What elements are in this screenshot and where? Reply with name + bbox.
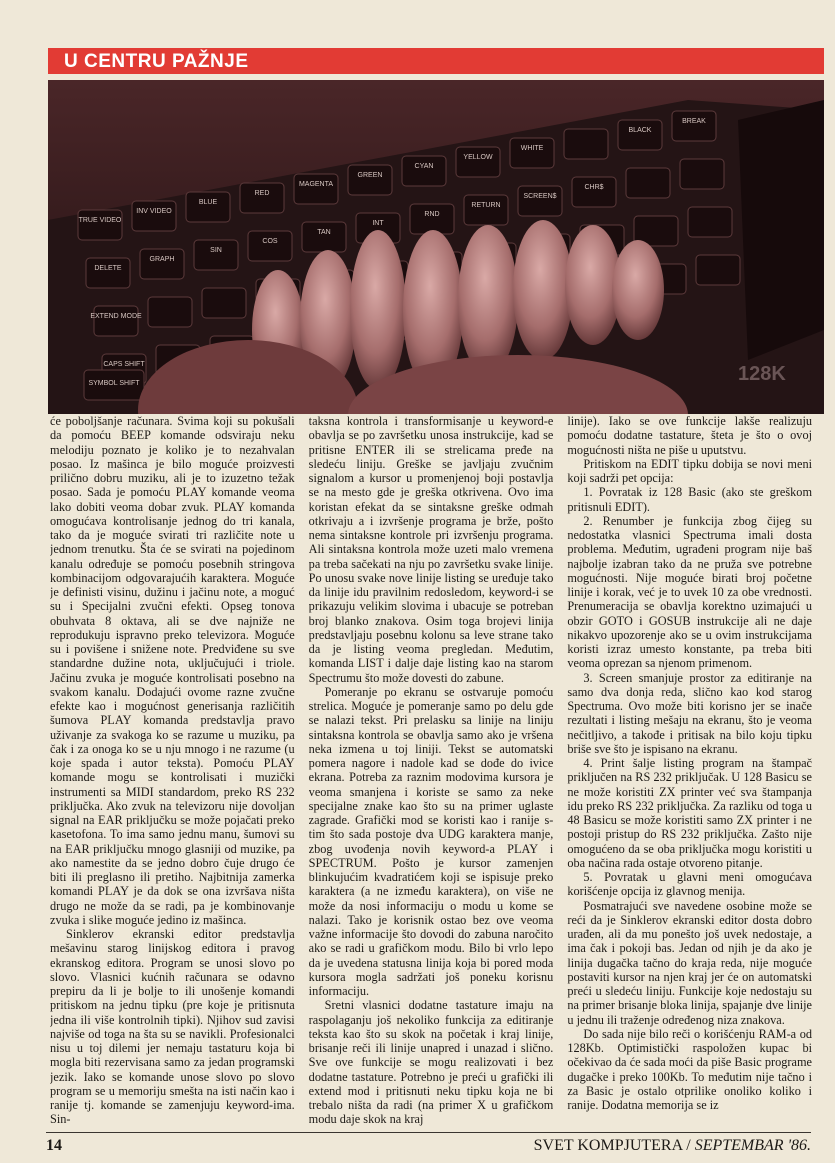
page-number: 14: [46, 1137, 62, 1154]
key-label: EXTEND MODE: [90, 313, 142, 320]
keyboard-key: [626, 168, 670, 198]
paragraph: 5. Povratak u glavni meni omogućava korišćenje opcija iz glavnog menija.: [567, 870, 813, 899]
article-column-2: [309, 414, 554, 1132]
key-label: RND: [424, 211, 440, 218]
key-label: SCREEN$: [523, 193, 557, 200]
keyboard-key: [140, 249, 184, 279]
paragraph: Pritiskom na EDIT tipku dobija se novi meni koji sadrži pet opcija:: [567, 456, 813, 485]
keyboard-key: [302, 222, 346, 252]
finger: [513, 220, 573, 360]
keyboard-key: [248, 231, 292, 261]
key-label: INV VIDEO: [136, 208, 172, 215]
keyboard-key: [688, 207, 732, 237]
keyboard-key: [510, 138, 554, 168]
keyboard-key: [94, 306, 138, 336]
keyboard-key: [618, 120, 662, 150]
keyboard-key: [572, 177, 616, 207]
key-label: GRAPH: [149, 256, 175, 263]
keyboard-key: [564, 129, 608, 159]
key-label: RETURN: [471, 202, 501, 209]
paragraph: Sinklerov ekranski editor predstavlja mešavinu starog linijskog editora i pravog ekranskog editora. Program se unosi slovo po slovo. Vlasnici kućnih računara se odavno prepiru da li je bolje to ili unošenje komandi pritiskom na jednu tipku (pre koje je pritisnuta jedna ili više kontrolnih tipki). Njihov sud zavisi najviše od toga na šta su se navikli. Profesionalci nisu u toj dilemi jer nemaju tastaturu koja bi mogla biti rezervisana samo za jedan programski jezik. Iako se komande unose slovo po slovo program se u memoriju smešta na isti način kao i ranije tj. komande se zamenjuju keyword-ima. Sin-: [50, 927, 295, 1127]
keyboard-key: [132, 201, 176, 231]
paragraph: Sretni vlasnici dodatne tastature imaju na raspolaganju još nekoliko funkcija za editiranje teksta kao što su skok na početak i kraj linije, brisanje reči ili linije unapred i unazad i slično. Sve ove funkcije se mogu realizovati i bez dodatne tastature. Potrebno je preći u grafički ili extend mod i pritisnuti neku tipku koja ne bi trebalo ništa da radi (na primer X u grafičkom modu daje skok na kraj: [308, 998, 554, 1127]
finger: [350, 230, 406, 390]
issue-date: SEPTEMBAR '86.: [694, 1137, 811, 1154]
paragraph: linije). Iako se ove funkcije lakše realizuju pomoću dodatne tastature, šteta je što o ovoj mogućnosti ništa ne piše u uputstvu.: [567, 414, 813, 457]
keyboard-key: [402, 156, 446, 186]
keyboard-photo: [48, 80, 824, 414]
keyboard-casing: [738, 100, 824, 360]
keyboard-key: [410, 204, 454, 234]
magazine-issue: [534, 1137, 811, 1155]
keyboard-key: [456, 147, 500, 177]
finger: [458, 225, 518, 375]
key-label: TAN: [317, 229, 331, 236]
article-column-1: [50, 414, 295, 1132]
keyboard-key: [294, 174, 338, 204]
paragraph: 4. Print šalje listing program na štampač priključen na RS 232 priključak. U 128 Basicu se ne može koristiti ZX printer već sva štampanja idu preko RS 232 priključka. Za razliku od toga u 48 Basicu se može koristiti samo ZX printer i ne postoji pristup do RS 232 priključka. Zašto nije omogućeno da se oba priključka mogu koristiti u oba načina rada ostaje otvoreno pitanje.: [567, 756, 813, 870]
keyboard-key: [194, 240, 238, 270]
section-header-band: [48, 48, 824, 74]
magazine-name: SVET KOMPJUTERA /: [533, 1137, 695, 1154]
paragraph: 1. Povratak iz 128 Basic (ako ste greškom pritisnuli EDIT).: [567, 485, 813, 514]
keyboard-key: [202, 288, 246, 318]
article-column-3: [567, 414, 812, 1132]
paragraph: taksna kontrola i transformisanje u keyword-e obavlja se po završetku unosa instrukcije, kad se pritisne ENTER ili se strelicama pređe na sledeću liniju. Greške se javljaju zvučnim signalom a kursor u promenjenoj boji postavlja se na mesto gde je greška otkrivena. Ovo ima koristan efekat da se sintaksne greške odmah otkrivaju a i izvršenje programa je brže, pošto nema sintaksne kontrole pri izvršenju programa. Ali sintaksna kontrola može uzeti malo vremena pa treba sačekati na nju po završetku svake linije. Po unosu svake nove linije listing se uređuje tako da linije idu pravilnim redosledom, keyword-i se prikazuju velikim slovima i ubacuje se potreban broj blanko znakova. Osim toga brojevi linija predstavljaju posebnu kolonu sa leve strane tako da je listing veoma pregledan. Međutim, komanda LIST i dalje daje listing kao na starom Spectrumu što može dovesti do zabune.: [308, 414, 554, 685]
key-label: TRUE VIDEO: [78, 217, 122, 224]
paragraph: Posmatrajući sve navedene osobine može se reći da je Sinklerov ekranski editor dosta dobro urađen, ali da mu ponešto još uvek nedostaje, a ima čak i pokoji bas. Jedan od njih je da ako je linija dugačka tačno do kraja reda, nije moguće postaviti kursor na njen kraj jer će on automatski preći u sledeću liniju. Funkcije koje nedostaju su na primer brisanje bloka linija, spajanje dve linije u jednu ili traženje određenog niza znakova.: [567, 898, 813, 1027]
keyboard-key: [240, 183, 284, 213]
key-label: WHITE: [520, 145, 544, 152]
keyboard-key: [86, 258, 130, 288]
key-label: GREEN: [357, 172, 383, 179]
key-label: BLACK: [628, 127, 652, 134]
paragraph: 2. Renumber je funkcija zbog čijeg su nedostatka vlasnici Spectruma imali dosta problema. Međutim, ugrađeni program nije baš najbolje izabran tako da ne pruža sve potrebne mogućnosti. Nije moguće birati broj početne linije i korak, već je to uvek 10 za obe vrednosti. Prenumeracija se obavlja korektno uzimajući u obzir GOTO i GOSUB instrukcije ali ne daje nikakvo upozorenje ako se u ovim instrukcijama koristi izraz umesto konstante, pa treba biti veoma oprezan sa njenom primenom.: [567, 513, 813, 671]
key-label: DELETE: [94, 265, 122, 272]
key-label: MAGENTA: [298, 181, 334, 188]
keyboard-key: [148, 297, 192, 327]
key-label: CAPS SHIFT: [103, 361, 145, 368]
page-footer: [46, 1132, 811, 1159]
key-label: CHR$: [584, 184, 604, 191]
model-badge: 128K: [738, 363, 786, 385]
keyboard-key: [696, 255, 740, 285]
keyboard-key: [518, 186, 562, 216]
paragraph: 3. Screen smanjuje prostor za editiranje na samo dva donja reda, slično kao kod starog Spectruma. Ovo može biti korisno jer se inače rezultati i listing mešaju na ekranu, što je veoma nečitljivo, a takođe i pritisak na bilo koju tipku briše sve što je ispisano na ekranu.: [567, 670, 813, 756]
paragraph: Do sada nije bilo reči o korišćenju RAM-a od 128Kb. Optimistički raspoložen kupac bi očekivao da će sada moći da piše Basic programe dugačke i preko 100Kb. To međutim nije tačno i za Basic je ostalo otprilike onoliko koliko i ranije. Dodatna memorija se iz: [567, 1026, 813, 1112]
key-label: SIN: [210, 247, 222, 254]
keyboard-key: [672, 111, 716, 141]
article-body: [50, 414, 812, 1132]
key-label: YELLOW: [463, 154, 493, 161]
key-label: RED: [254, 190, 270, 197]
keyboard-key: [186, 192, 230, 222]
key-label: BREAK: [682, 118, 706, 125]
keyboard-illustration: [48, 80, 824, 414]
key-label: SYMBOL SHIFT: [88, 380, 140, 387]
paragraph: Pomeranje po ekranu se ostvaruje pomoću strelica. Moguće je pomeranje samo po delu gde se nalazi tekst. Pri prelasku sa linije na liniju sintaksna kontrola se obavlja samo ako je vršena neka izmena u toj liniji. Tekst se automatski pomera nagore i nadole kad se dođe do ivice ekrana. Potreba za raznim modovima kursora je veoma smanjena i koriste se samo za neke specijalne znake kao što su na primer uglaste zagrade. Grafički mod se koristi kao i ranije s-tim što sada postoje dva UDG karaktera manje, zbog uvođenja novih keyword-a PLAY i SPECTRUM. Pošto je kursor zamenjen blinkujućim kvadratićem koji se ispisuje preko karaktera (a ne između karaktera), on više ne može da nosi informaciju o modu u kome se nalazi. Tako je korisnik ostao bez ove veoma važne informacije što dovodi do zabuna naročito ako se radi u grafičkom modu. Bilo bi vrlo lepo da je uvedena statusna linija koja bi pored moda kursora mogla sadržati još poneku korisnu informaciju.: [308, 684, 554, 998]
section-title: U CENTRU PAŽNJE: [64, 51, 249, 72]
keyboard-key: [464, 195, 508, 225]
key-label: BLUE: [198, 199, 218, 206]
key-label: COS: [262, 238, 278, 245]
keyboard-key: [680, 159, 724, 189]
finger: [612, 240, 664, 340]
key-label: INT: [372, 220, 384, 227]
keyboard-key: [348, 165, 392, 195]
key-label: CYAN: [414, 163, 434, 170]
keyboard-key: [78, 210, 122, 240]
paragraph: će poboljšanje računara. Svima koji su pokušali da pomoću BEEP komande odsviraju neku melodiju poznato je koliko je to nezahvalan posao. Iz mašinca je bilo moguće proizvesti prilično dobru muziku, ali je to izuzetno težak posao. Sada je pomoću PLAY komande veoma lako dobiti veoma dobar zvuk. PLAY komanda omogućava kontrolisanje jednog do tri kanala, tako da je moguće svirati tri različite note u jednom trenutku. Šta će se svirati na pojedinom kanalu određuje se pomoću posebnih stringova kombinacijom odgovarajućih karaktera. Moguće je definisti visinu, dužinu i jačinu note, a moguć su i Specijalni zvučni efekti. Opseg tonova obuhvata 8 oktava, ali se dve najniže ne reprodukuju ispravno preko televizora. Moguće su i povišene i snižene note. Predviđene su sve standardne dužine nota, uključujući i triole. Jačinu zvuka je moguće kontrolisati posebno na svakom kanalu. Dodajući ovome razne zvučne efekte kao i mogućnost generisanja različitih šumova PLAY komanda predstavlja pravo uživanje za svakoga ko se razume u muziku, pa čak i za onoga ko se u nju mnogo i ne razume (u koje spada i autor teksta). Pomoću PLAY komande mogu se kontrolisati i muzički instrumenti sa MIDI standardom, preko RS 232 priključka. Ako zvuk na televizoru nije dovoljan signal na EAR priključku se može pojačati preko kasetofona. To ima samo jednu manu, šumovi su na EAR priključku mnogo glasniji od muzike, pa ako namestite da se jedno dobro čuje drugo će biti ili preglasno ili pretiho. Najbitnija zamerka komandi PLAY je da dok se ona izvršava ništa drugo ne može da se radi, pa je kombinovanje zvuka i slike moguće jedino iz mašinca.: [50, 414, 295, 927]
